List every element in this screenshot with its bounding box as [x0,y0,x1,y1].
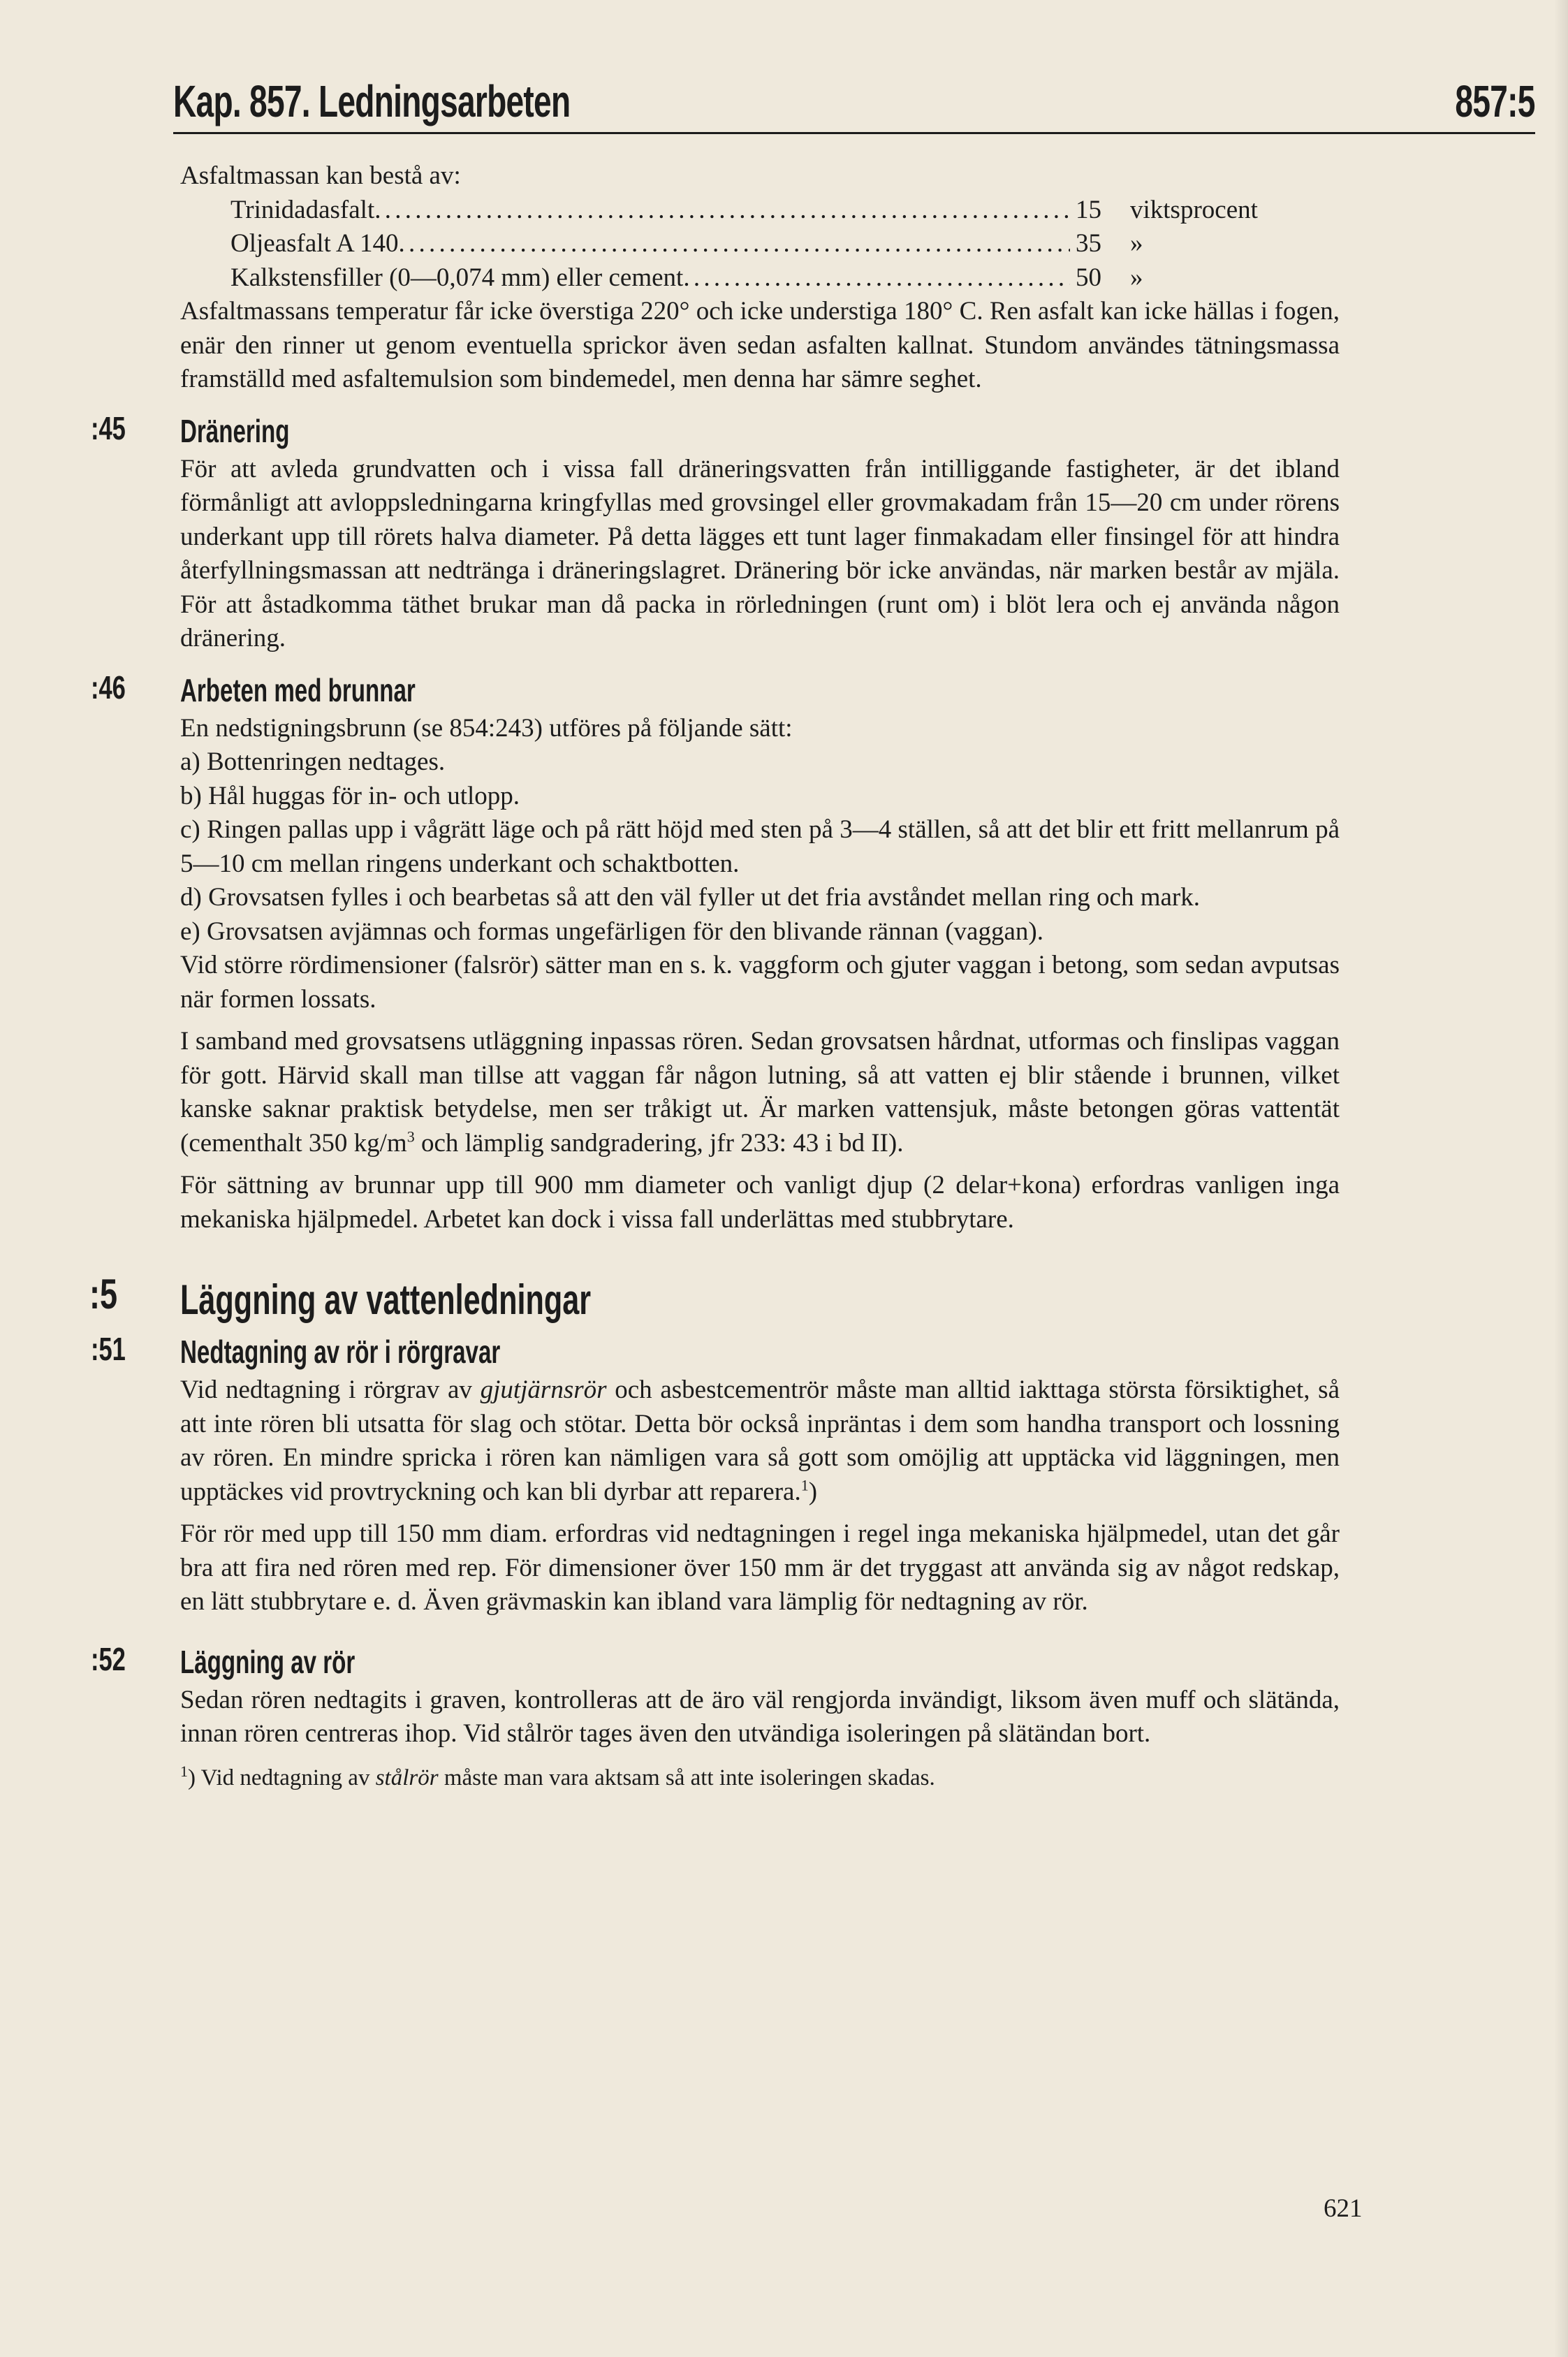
pipe-laying-paragraph: Sedan rören nedtagits i graven, kontrolleras att de äro väl rengjorda invändigt, liksom även muff och slätända, innan rören centreras ihop. Vid stålrör tages även den utvändiga isoleringen på slätändan bort. [180,1685,1340,1748]
section-heading-5 [89,1271,1340,1327]
section-heading-52 [91,1640,1340,1684]
mix-row [180,261,1340,295]
mix-unit: » [1130,229,1143,258]
main-content [89,159,1340,1793]
section-number: :51 [91,1331,126,1367]
mix-unit: viktsprocent [1130,195,1258,224]
list-item: d) Grovsatsen fylles i och bearbetas så att den väl fyller ut det fria avståndet mellan ring och mark. [180,883,1200,912]
running-header [173,70,1535,134]
pipe-lowering-paragraph: För rör med upp till 150 mm diam. erfordras vid nedtagningen i regel inga mekaniska hjälpmedel, utan det går bra att fira ned rören med rep. För dimensioner över 150 mm är det tryggast att använda sig av något redskap, en lätt stubbrytare e. d. Även grävmaskin kan ibland vara lämplig för nedtagning av rör. [180,1519,1340,1616]
section-number: :5 [89,1271,118,1318]
drainage-paragraph: För att avleda grundvatten och i vissa fall dräneringsvatten från intilliggande fastigheter, är det ibland förmånligt att avloppsledningarna kringfyllas med grovsingel eller grovmakadam från 15—20 cm under rörens underkant upp till rörets halva diameter. På detta lägges ett tunt lager finmakadam eller finsingel för att hindra återfyllningsmassan att nedtränga i dräneringslagret. Dränering bör icke användas, när marken består av mjäla. För att åstadkomma täthet brukar man då packa in rörledningen (runt om) i blöt lera och ej använda någon dränering. [180,454,1340,652]
section-heading-45 [91,409,1340,453]
list-item: e) Grovsatsen avjämnas och formas ungefärligen för den blivande rännan (vaggan). [180,917,1043,946]
mix-value: 15 [1076,195,1101,224]
chapter-title: Kap. 857. Ledningsarbeten [173,76,571,126]
asphalt-paragraph: Asfaltmassans temperatur får icke överstiga 220° och icke understiga 180° C. Ren asfalt kan icke hällas i fogen, enär den rinner ut genom eventuella sprickor även sedan asfalten kallnat. Stundom användes tätningsmassa framställd med asfaltemulsion som bindemedel, men denna har sämre seghet. [180,297,1340,393]
header-rule [173,132,1535,134]
section-number: :52 [91,1640,126,1677]
section-title: Läggning av vattenledningar [180,1276,592,1323]
page-number: 621 [1324,2194,1363,2223]
superscript: 3 [406,1128,415,1146]
mix-name: Kalkstensfiller (0—0,074 mm) eller cement [230,263,684,292]
wells-paragraph: Vid större rördimensioner (falsrör) sätter man en s. k. vaggform och gjuter vaggan i betong, som sedan avputsas när formen lossats. [180,951,1340,1014]
mix-row [180,227,1340,261]
footnote-reference: 1 [800,1476,809,1494]
mix-name: Oljeasfalt A 140 [230,229,399,258]
pipe-lowering-paragraph: Vid nedtagning i rörgrav av gjutjärnsrör och asbestcementrör måste man alltid iakttaga största försiktighet, så att inte rören bli utsatta för slag och stötar. Detta bör också inpräntas i dem som handha transport och lossning av rören. En mindre spricka i rören kan nämligen vara så gott som omöjlig att upptäcka vid läggningen, men upptäckes vid provtryckning och kan bli dyrbar att reparera.$^1$) [180,1375,1340,1506]
mix-value: 50 [1076,263,1101,292]
leader-dots [683,261,1070,295]
mix-value: 35 [1076,229,1101,258]
list-item: c) Ringen pallas upp i vågrätt läge och på rätt höjd med sten på 3—4 ställen, så att det blir ett fritt mellanrum på 5—10 cm mellan ringens underkant och schaktbotten. [180,815,1340,878]
wells-paragraph: I samband med grovsatsens utläggning inpassas rören. Sedan grovsatsen hårdnat, utformas och finslipas vaggan för gott. Härvid skall man tillse att vaggan får någon lutning, så att vatten ej blir stående i brunnen, vilket kanske saknar praktisk betydelse, men ser tråkigt ut. Är marken vattensjuk, måste betongen göras vattentät (cementhalt 350 $kg/m^3$ och lämplig sandgradering, jfr 233: 43 i bd II). [180,1027,1340,1158]
leader-dots [398,227,1070,261]
section-number: :45 [91,409,126,446]
section-title: Läggning av rör [180,1643,356,1680]
list-item: a) Bottenringen nedtages. [180,747,446,776]
section-number: :46 [91,669,126,706]
mix-unit: » [1130,263,1143,292]
footnote [180,1763,1340,1793]
section-title: Dränering [180,412,290,449]
mix-row [180,194,1340,228]
list-item: b) Hål huggas för in- och utlopp. [180,781,520,810]
wells-lead: En nedstigningsbrunn (se 854:243) utföres på följande sätt: [180,713,793,743]
section-heading-51 [91,1330,1340,1373]
section-heading-46 [91,669,1340,712]
section-title: Arbeten med brunnar [180,671,416,708]
page-edge-shadow [1554,0,1568,2357]
footnote-text: $^1$) Vid nedtagning av stålrör måste man vara aktsam så att inte isoleringen skadas. [180,1762,935,1790]
leader-dots [374,194,1070,228]
page-code: 857:5 [1455,76,1535,126]
mix-name: Trinidadasfalt [230,195,375,224]
mix-lead: Asfaltmassan kan bestå av: [180,161,461,190]
section-title: Nedtagning av rör i rörgravar [180,1334,501,1370]
wells-paragraph: För sättning av brunnar upp till 900 mm diameter och vanligt djup (2 delar+kona) erfordras vanligen inga mekaniska hjälpmedel. Arbetet kan dock i vissa fall underlättas med stubbrytare. [180,1171,1340,1234]
